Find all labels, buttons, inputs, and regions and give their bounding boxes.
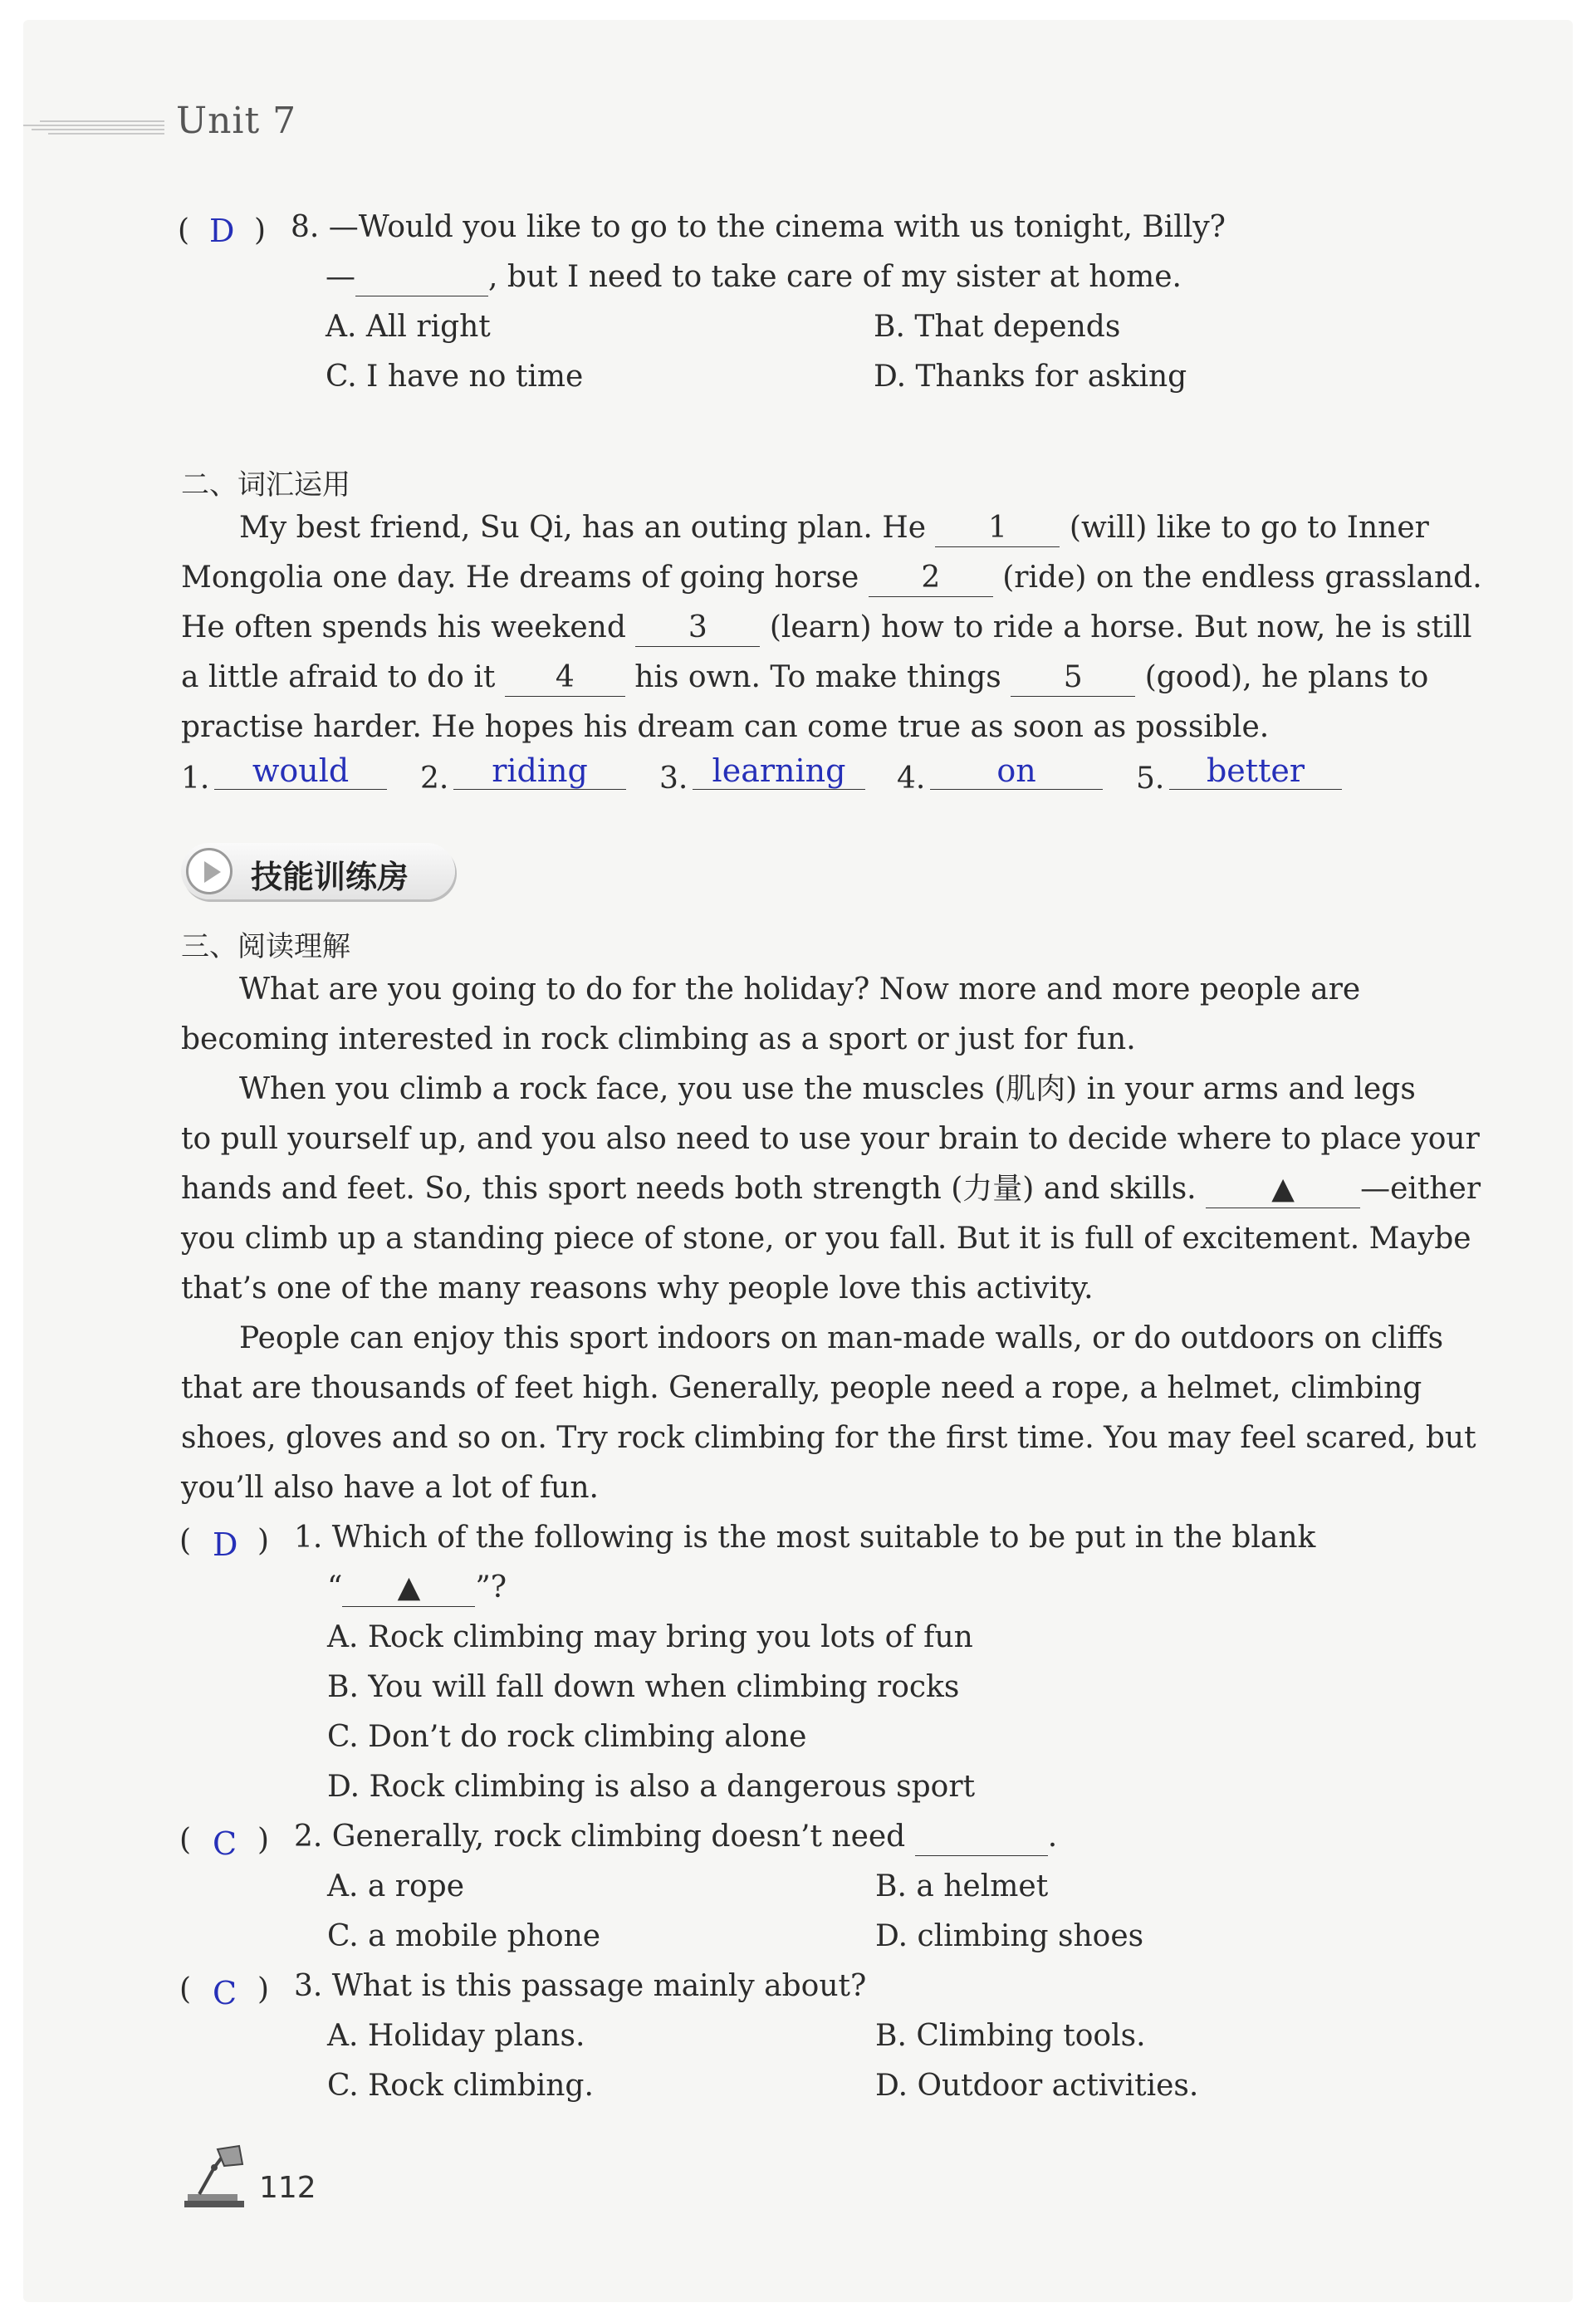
vocab-blank-2: 2 bbox=[869, 560, 993, 597]
workbook-page bbox=[23, 20, 1573, 2302]
vocab-answer-num-2: 2. bbox=[420, 762, 449, 796]
rq2-stem: 2. Generally, rock climbing doesn’t need bbox=[294, 1820, 906, 1854]
q8-option-c: C. I have no time bbox=[326, 360, 584, 394]
reading-p2-line-1: When you climb a rock face, you use the muscles (肌肉) in your arms and legs bbox=[239, 1072, 1416, 1106]
q8-reply-blank bbox=[355, 259, 488, 296]
reading-p1-line-1: What are you going to do for the holiday? Now more and more people are bbox=[239, 972, 1361, 1007]
vocab-line-3 bbox=[181, 610, 1472, 647]
vocab-answer-num-3: 3. bbox=[659, 762, 688, 796]
vocab-answer-4: on bbox=[930, 752, 1103, 790]
reading-blank-mark: ▲ bbox=[1206, 1171, 1360, 1208]
rq1-stem: 1. Which of the following is the most suitable to be put in the blank bbox=[294, 1521, 1316, 1555]
play-icon bbox=[186, 848, 233, 894]
q8-option-a: A. All right bbox=[326, 310, 491, 344]
vocab-line-2-b: (ride) on the endless grassland. bbox=[1002, 561, 1482, 595]
vocab-line-3-a: He often spends his weekend bbox=[181, 610, 626, 644]
vocab-answer-num-1: 1. bbox=[181, 762, 210, 796]
rq2-paren-close: ) bbox=[257, 1823, 270, 1857]
reading-p2-line-4: you climb up a standing piece of stone, or you fall. But it is full of excitement. Maybe bbox=[181, 1222, 1471, 1256]
rq3-option-d: D. Outdoor activities. bbox=[875, 2069, 1199, 2103]
vocab-blank-5: 5 bbox=[1011, 659, 1135, 697]
rq3-paren-open: ( bbox=[179, 1972, 192, 2006]
vocab-line-1-b: (will) like to go to Inner bbox=[1069, 511, 1429, 545]
reading-p2-line-3-end: —either bbox=[1360, 1172, 1481, 1206]
q8-option-b: B. That depends bbox=[874, 310, 1121, 344]
unit-title: Unit 7 bbox=[176, 100, 297, 142]
vocab-line-3-b: (learn) how to ride a horse. But now, he is still bbox=[769, 610, 1472, 644]
rq2-option-b: B. a helmet bbox=[875, 1869, 1049, 1903]
vocab-line-5: practise harder. He hopes his dream can come true as soon as possible. bbox=[181, 710, 1270, 744]
vocab-line-1-a: My best friend, Su Qi, has an outing plan. He bbox=[239, 511, 927, 545]
reading-p2-line-3 bbox=[181, 1171, 1481, 1208]
vocab-line-4-c: (good), he plans to bbox=[1144, 660, 1429, 694]
desk-lamp-icon bbox=[181, 2143, 247, 2209]
rq3-stem: 3. What is this passage mainly about? bbox=[294, 1969, 867, 2003]
rq2-stem-line bbox=[294, 1819, 1057, 1856]
reading-p3-line-2: that are thousands of feet high. Generally, people need a rope, a helmet, climbing bbox=[181, 1371, 1422, 1405]
vocab-answer-num-5: 5. bbox=[1136, 762, 1165, 796]
vocab-line-4-b: his own. To make things bbox=[634, 660, 1001, 694]
rq1-paren-close: ) bbox=[257, 1524, 270, 1558]
rq1-option-c: C. Don’t do rock climbing alone bbox=[327, 1720, 807, 1754]
skills-section-badge bbox=[181, 843, 455, 899]
rq3-answer: C bbox=[213, 1975, 237, 2011]
q8-reply bbox=[326, 259, 1182, 296]
vocab-line-2-a: Mongolia one day. He dreams of going horse bbox=[181, 561, 859, 595]
rq3-option-b: B. Climbing tools. bbox=[875, 2019, 1146, 2053]
rq2-end: . bbox=[1047, 1820, 1058, 1854]
q8-answer: D bbox=[209, 213, 235, 249]
q8-paren-close: ) bbox=[254, 213, 267, 247]
reading-p3-line-3: shoes, gloves and so on. Try rock climbing for the first time. You may feel scared, but bbox=[181, 1421, 1476, 1455]
vocab-answer-5: better bbox=[1169, 752, 1342, 790]
rq1-option-a: A. Rock climbing may bring you lots of fun bbox=[327, 1620, 973, 1654]
rq1-option-b: B. You will fall down when climbing rocks bbox=[327, 1670, 960, 1704]
rq2-option-d: D. climbing shoes bbox=[875, 1919, 1144, 1953]
reading-p2-line-2: to pull yourself up, and you also need to use your brain to decide where to place your bbox=[181, 1122, 1480, 1156]
rq2-option-a: A. a rope bbox=[327, 1869, 465, 1903]
skills-badge-label: 技能训练房 bbox=[251, 859, 409, 895]
vocab-blank-1: 1 bbox=[935, 510, 1060, 547]
rq1-paren-open: ( bbox=[179, 1524, 192, 1558]
reading-section-title: 三、阅读理解 bbox=[181, 930, 350, 963]
reading-p2-line-3-text: hands and feet. So, this sport needs both strength (力量) and skills. bbox=[181, 1172, 1197, 1206]
vocab-blank-4: 4 bbox=[505, 659, 625, 697]
vocab-answer-1: would bbox=[214, 752, 387, 790]
q8-reply-dash: — bbox=[326, 260, 355, 294]
rq1-blank-line bbox=[327, 1570, 507, 1607]
rq2-blank bbox=[915, 1819, 1048, 1856]
reading-p2-line-5: that’s one of the many reasons why people love this activity. bbox=[181, 1271, 1094, 1306]
rq1-open-quote: “ bbox=[327, 1570, 343, 1604]
rq3-option-c: C. Rock climbing. bbox=[327, 2069, 594, 2103]
vocab-answer-num-4: 4. bbox=[897, 762, 926, 796]
rq3-paren-close: ) bbox=[257, 1972, 270, 2006]
reading-p1-line-2: becoming interested in rock climbing as a sport or just for fun. bbox=[181, 1022, 1136, 1056]
rq1-blank-mark: ▲ bbox=[342, 1570, 475, 1607]
rq3-option-a: A. Holiday plans. bbox=[327, 2019, 585, 2053]
rq1-close-quote: ”? bbox=[475, 1570, 507, 1604]
q8-stem: 8. —Would you like to go to the cinema with us tonight, Billy? bbox=[291, 210, 1226, 244]
vocab-answer-3: learning bbox=[693, 752, 865, 790]
vocab-section-title: 二、词汇运用 bbox=[181, 468, 350, 502]
vocab-line-4-a: a little afraid to do it bbox=[181, 660, 496, 694]
q8-reply-rest: , but I need to take care of my sister at home. bbox=[488, 260, 1182, 294]
q8-paren-open: ( bbox=[178, 213, 190, 247]
rq2-option-c: C. a mobile phone bbox=[327, 1919, 601, 1953]
vocab-line-2 bbox=[181, 560, 1482, 597]
vocab-line-1 bbox=[239, 510, 1429, 547]
reading-p3-line-4: you’ll also have a lot of fun. bbox=[181, 1471, 599, 1505]
rq1-answer: D bbox=[213, 1526, 238, 1563]
vocab-line-4 bbox=[181, 659, 1428, 697]
q8-option-d: D. Thanks for asking bbox=[874, 360, 1187, 394]
page-number: 112 bbox=[259, 2171, 316, 2205]
rq1-option-d: D. Rock climbing is also a dangerous sport bbox=[327, 1770, 976, 1804]
vocab-blank-3: 3 bbox=[635, 610, 760, 647]
rq2-answer: C bbox=[213, 1825, 237, 1862]
vocab-answer-2: riding bbox=[453, 752, 626, 790]
header-decoration-lines bbox=[23, 116, 164, 141]
rq2-paren-open: ( bbox=[179, 1823, 192, 1857]
reading-p3-line-1: People can enjoy this sport indoors on man-made walls, or do outdoors on cliffs bbox=[239, 1321, 1444, 1355]
